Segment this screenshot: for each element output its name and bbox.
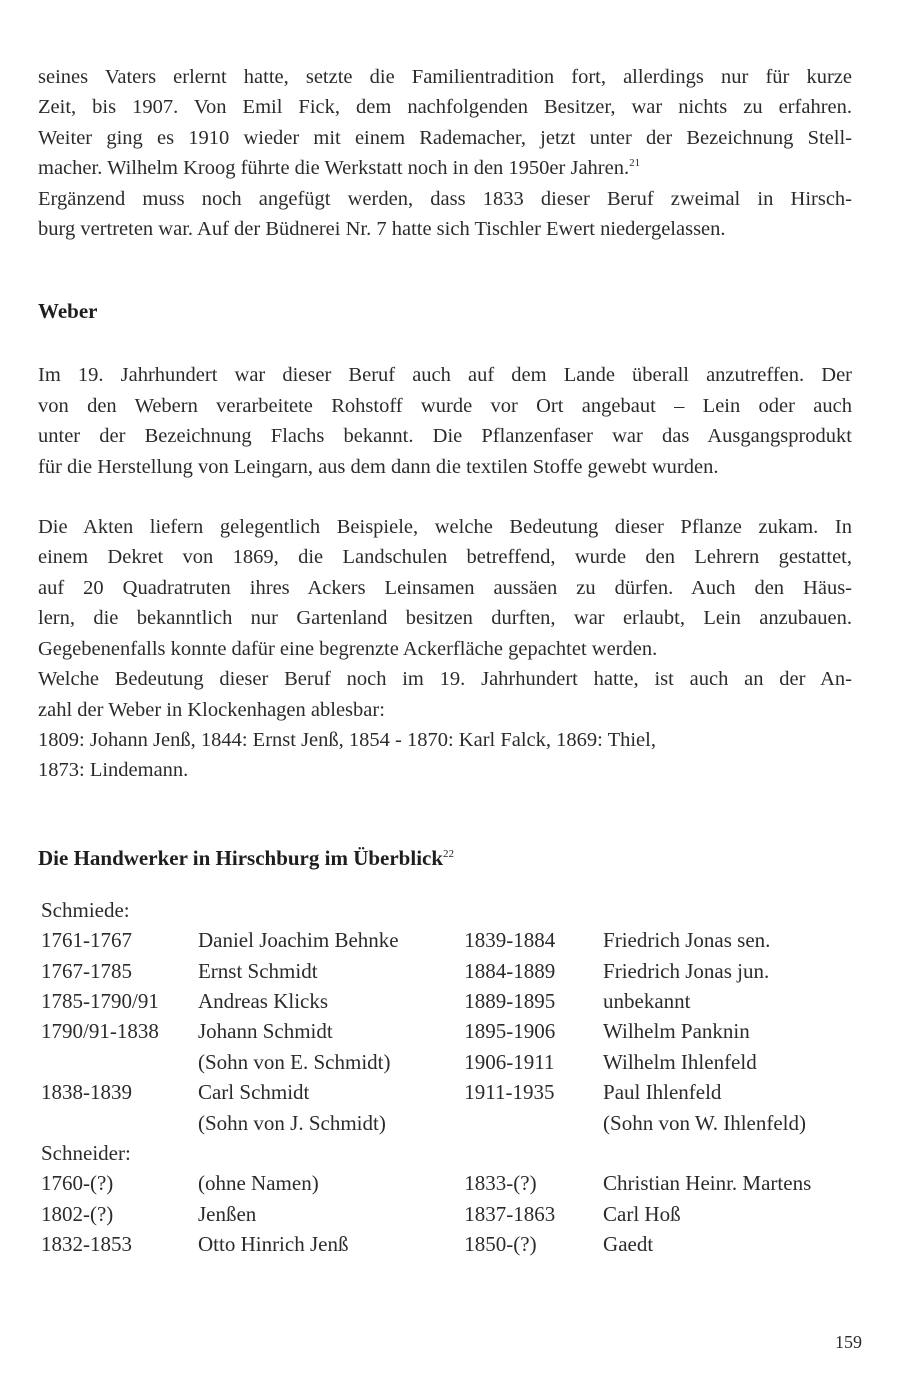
- page-number: 159: [835, 1332, 862, 1352]
- period-cell: 1833-(?): [464, 1171, 537, 1196]
- table-row: [41, 1229, 852, 1259]
- table-row: [41, 1199, 852, 1229]
- paragraph-gap: [38, 482, 852, 512]
- page-content: [38, 62, 852, 1260]
- table-row: [41, 1016, 852, 1046]
- period-cell: 1802-(?): [41, 1201, 114, 1226]
- name-cell: Otto Hinrich Jenß: [197, 1232, 349, 1257]
- schmiede-group: [41, 895, 852, 1138]
- name-cell: Carl Schmidt: [197, 1080, 310, 1105]
- text-line: [38, 153, 852, 183]
- text-line: Gegebenenfalls konnte dafür eine begrenzte Ackerfläche gepachtet werden.: [38, 637, 658, 660]
- table-row: [41, 925, 852, 955]
- period-cell: 1906-1911: [464, 1049, 555, 1074]
- period-cell: 1850-(?): [464, 1232, 537, 1257]
- period-cell: 1884-1889: [464, 958, 556, 983]
- period-cell: 1767-1785: [41, 958, 132, 983]
- period-cell: 1911-1935: [464, 1080, 555, 1105]
- text-line: auf 20 Quadratruten ihres Ackers Leinsamen aussäen zu dürfen. Auch den Häus-: [38, 576, 852, 599]
- name-cell: Jenßen: [197, 1201, 257, 1226]
- footnote-ref-22[interactable]: 22: [443, 847, 455, 860]
- period-cell: 1832-1853: [41, 1232, 132, 1257]
- text-line: burg vertreten war. Auf der Büdnerei Nr. 7 hatte sich Tischler Ewert niedergelassen.: [38, 218, 726, 241]
- period-cell: [464, 1108, 603, 1138]
- overview-heading-text: Die Handwerker in Hirschburg im Überblick: [38, 845, 444, 870]
- text-line: Im 19. Jahrhundert war dieser Beruf auch auf dem Lande überall anzutreffen. Der: [38, 364, 852, 387]
- table-row: [41, 1168, 852, 1198]
- name-cell: (Sohn von E. Schmidt): [197, 1049, 391, 1074]
- period-cell: [41, 1108, 198, 1138]
- schneider-group: [41, 1138, 852, 1260]
- text-line: Ergänzend muss noch angefügt werden, dass 1833 dieser Beruf zweimal in Hirsch-: [38, 187, 852, 210]
- table-row: [41, 956, 852, 986]
- craftsmen-overview-table: [41, 895, 852, 1260]
- period-cell: 1785-1790/91: [41, 988, 159, 1013]
- text-line: 1873: Lindemann.: [38, 759, 189, 782]
- text-line: unter der Bezeichnung Flachs bekannt. Die Pflanzenfaser war das Ausgangsprodukt: [38, 425, 852, 448]
- name-cell: (ohne Namen): [197, 1171, 319, 1196]
- name-cell: (Sohn von W. Ihlenfeld): [603, 1110, 807, 1135]
- name-cell: Andreas Klicks: [197, 988, 329, 1013]
- period-cell: [41, 1047, 198, 1077]
- period-cell: 1889-1895: [464, 988, 556, 1013]
- name-cell: unbekannt: [603, 988, 691, 1013]
- period-cell: 1895-1906: [464, 1019, 556, 1044]
- category-row: [41, 1138, 852, 1168]
- name-cell: Carl Hoß: [603, 1201, 681, 1226]
- text-line: Welche Bedeutung dieser Beruf noch im 19. Jahrhundert hatte, ist auch an der An-: [38, 668, 852, 691]
- text-line: zahl der Weber in Klockenhagen ablesbar:: [38, 698, 385, 721]
- name-cell: Christian Heinr. Martens: [603, 1171, 812, 1196]
- name-cell: (Sohn von J. Schmidt): [197, 1110, 386, 1135]
- text-line: seines Vaters erlernt hatte, setzte die Familientradition fort, allerdings nur für kurze: [38, 66, 852, 88]
- name-cell: Wilhelm Ihlenfeld: [603, 1049, 757, 1074]
- period-cell: 1761-1767: [41, 928, 132, 953]
- text-line: für die Herstellung von Leingarn, aus dem dann die textilen Stoffe gewebt wurden.: [38, 455, 719, 478]
- name-cell: Friedrich Jonas sen.: [603, 928, 771, 953]
- category-label-schmiede: Schmiede:: [41, 897, 130, 922]
- period-cell: 1839-1884: [464, 928, 556, 953]
- paragraph-weber-akten: [38, 512, 852, 786]
- period-cell: 1760-(?): [41, 1171, 114, 1196]
- name-cell: Paul Ihlenfeld: [603, 1080, 722, 1105]
- paragraph-weber-intro: [38, 360, 852, 482]
- text-line: lern, die bekanntlich nur Gartenland besitzen durften, war erlaubt, Lein anzubauen.: [38, 607, 852, 630]
- name-cell: Daniel Joachim Behnke: [197, 928, 399, 953]
- text-line: 1809: Johann Jenß, 1844: Ernst Jenß, 1854 - 1870: Karl Falck, 1869: Thiel,: [38, 728, 656, 751]
- period-cell: 1837-1863: [464, 1201, 556, 1226]
- name-cell: Friedrich Jonas jun.: [603, 958, 770, 983]
- text-line: Zeit, bis 1907. Von Emil Fick, dem nachfolgenden Besitzer, war nichts zu erfahren.: [38, 96, 852, 119]
- text-line: von den Webern verarbeitete Rohstoff wurde vor Ort angebaut – Lein oder auch: [38, 394, 852, 417]
- text-line-content: macher. Wilhelm Kroog führte die Werkstatt noch in den 1950er Jahren.: [38, 157, 630, 180]
- section-heading-overview: [38, 846, 852, 871]
- table-row: [41, 1108, 852, 1138]
- category-row: [41, 895, 852, 925]
- footnote-ref-21[interactable]: 21: [629, 157, 641, 170]
- name-cell: Johann Schmidt: [197, 1019, 333, 1044]
- name-cell: Ernst Schmidt: [197, 958, 318, 983]
- name-cell: Gaedt: [603, 1232, 654, 1257]
- text-line: Die Akten liefern gelegentlich Beispiele, welche Bedeutung dieser Pflanze zukam. In: [38, 516, 852, 539]
- table-row: [41, 1047, 852, 1077]
- paragraph-stellmacher: [38, 62, 852, 244]
- name-cell: Wilhelm Panknin: [603, 1019, 750, 1044]
- category-label-schneider: Schneider:: [41, 1140, 131, 1165]
- period-cell: 1790/91-1838: [41, 1019, 159, 1044]
- text-line: einem Dekret von 1869, die Landschulen betreffend, wurde den Lehrern gestattet,: [38, 546, 852, 569]
- section-heading-weber: Weber: [38, 299, 98, 324]
- table-row: [41, 986, 852, 1016]
- period-cell: 1838-1839: [41, 1080, 132, 1105]
- text-line: Weiter ging es 1910 wieder mit einem Rademacher, jetzt unter der Bezeichnung Stell-: [38, 126, 852, 149]
- table-row: [41, 1077, 852, 1107]
